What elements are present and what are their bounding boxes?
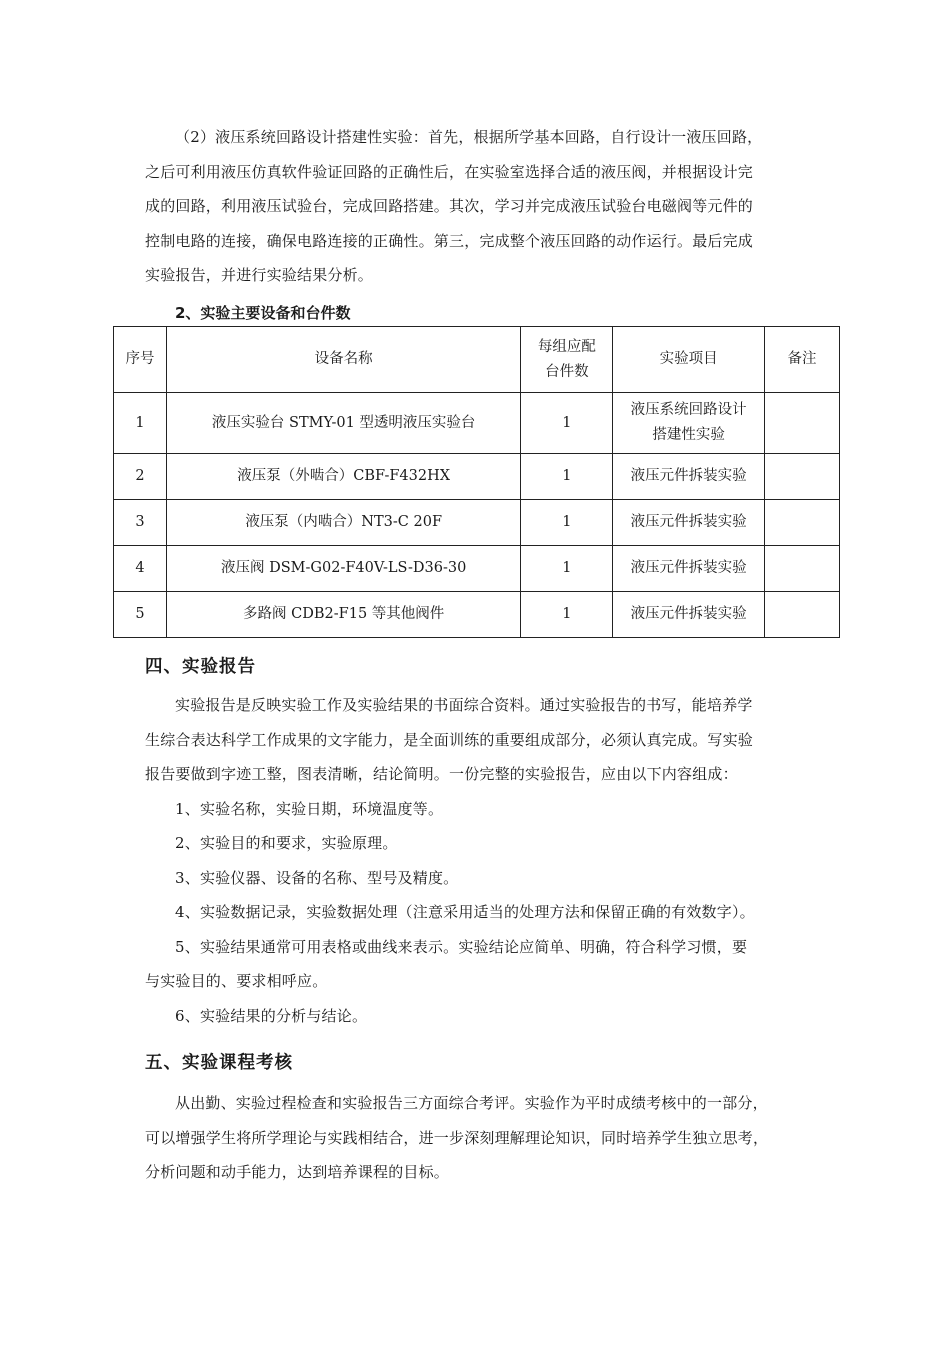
cell-name: 多路阀 CDB2-F15 等其他阀件 — [166, 592, 520, 638]
cell-no: 4 — [114, 546, 167, 592]
header-project: 实验项目 — [613, 327, 765, 393]
header-count-line2: 台件数 — [545, 363, 589, 380]
header-name: 设备名称 — [166, 327, 520, 393]
intro-line: 控制电路的连接，确保电路连接的正确性。第三，完成整个液压回路的动作运行。最后完成 — [145, 231, 754, 250]
cell-count: 1 — [521, 500, 613, 546]
section5-heading: 五、实验课程考核 — [145, 1053, 293, 1073]
list-item: 6、实验结果的分析与结论。 — [175, 1006, 368, 1025]
section5-para-line: 可以增强学生将所学理论与实践相结合，进一步深刻理解理论知识，同时培养学生独立思考， — [145, 1128, 769, 1147]
section4-heading: 四、实验报告 — [145, 657, 256, 677]
cell-no: 5 — [114, 592, 167, 638]
intro-line: 成的回路，利用液压试验台，完成回路搭建。其次，学习并完成液压试验台电磁阀等元件的 — [145, 197, 754, 215]
cell-no: 1 — [114, 393, 167, 454]
section4-para-line: 生综合表达科学工作成果的文字能力，是全面训练的重要组成部分，必须认真完成。写实验 — [145, 730, 754, 749]
cell-remark — [765, 393, 840, 454]
table-row — [114, 500, 840, 546]
cell-remark — [765, 592, 840, 638]
table-row — [114, 592, 840, 638]
header-count-line1: 每组应配 — [537, 338, 596, 355]
cell-name: 液压阀 DSM-G02-F40V-LS-D36-30 — [166, 546, 520, 592]
header-count — [521, 327, 613, 393]
list-item: 5、实验结果通常可用表格或曲线来表示。实验结论应简单、明确，符合科学习惯，要 — [175, 937, 748, 956]
section4-para-line: 实验报告是反映实验工作及实验结果的书面综合资料。通过实验报告的书写，能培养学 — [175, 696, 753, 714]
cell-count: 1 — [521, 546, 613, 592]
list-item-continuation: 与实验目的、要求相呼应。 — [145, 972, 328, 990]
table-row — [114, 546, 840, 592]
section5-para-line: 从出勤、实验过程检查和实验报告三方面综合考评。实验作为平时成绩考核中的一部分， — [175, 1094, 768, 1112]
intro-paragraph — [145, 120, 810, 293]
list-item: 1、实验名称，实验日期，环境温度等。 — [175, 799, 444, 818]
cell-project-line1: 液压系统回路设计 — [630, 402, 747, 418]
cell-project: 液压元件拆装实验 — [613, 546, 765, 592]
list-item: 2、实验目的和要求，实验原理。 — [175, 834, 398, 852]
cell-project: 液压元件拆装实验 — [613, 500, 765, 546]
intro-line: （2）液压系统回路设计搭建性实验：首先，根据所学基本回路，自行设计一液压回路， — [175, 128, 763, 146]
list-item: 3、实验仪器、设备的名称、型号及精度。 — [175, 868, 459, 887]
cell-name: 液压实验台 STMY-01 型透明液压实验台 — [166, 393, 520, 454]
table-header-row — [114, 327, 840, 393]
cell-no: 2 — [114, 454, 167, 500]
cell-remark — [765, 546, 840, 592]
table-row — [114, 454, 840, 500]
section4-para-line: 报告要做到字迹工整，图表清晰，结论简明。一份完整的实验报告，应由以下内容组成： — [145, 765, 738, 783]
section5-body — [145, 1086, 810, 1190]
section4-body — [145, 688, 810, 1033]
equipment-table — [113, 326, 840, 638]
cell-project-line2: 搭建性实验 — [652, 427, 725, 443]
cell-count: 1 — [521, 592, 613, 638]
cell-project: 液压元件拆装实验 — [613, 454, 765, 500]
cell-name: 液压泵（内啮合）NT3-C 20F — [166, 500, 520, 546]
table-row — [114, 393, 840, 454]
cell-no: 3 — [114, 500, 167, 546]
cell-project: 液压元件拆装实验 — [613, 592, 765, 638]
list-item: 4、实验数据记录，实验数据处理（注意采用适当的处理方法和保留正确的有效数字）。 — [175, 903, 755, 921]
cell-name: 液压泵（外啮合）CBF-F432HX — [166, 454, 520, 500]
header-no: 序号 — [114, 327, 167, 393]
intro-line: 之后可利用液压仿真软件验证回路的正确性后，在实验室选择合适的液压阀，并根据设计完 — [145, 162, 754, 181]
section5-para-line: 分析问题和动手能力，达到培养课程的目标。 — [145, 1163, 450, 1181]
cell-count: 1 — [521, 393, 613, 454]
cell-count: 1 — [521, 454, 613, 500]
intro-line: 实验报告，并进行实验结果分析。 — [145, 266, 374, 284]
cell-project — [613, 393, 765, 454]
equipment-heading: 2、实验主要设备和台件数 — [175, 304, 351, 322]
header-remark: 备注 — [765, 327, 840, 393]
cell-remark — [765, 454, 840, 500]
cell-remark — [765, 500, 840, 546]
